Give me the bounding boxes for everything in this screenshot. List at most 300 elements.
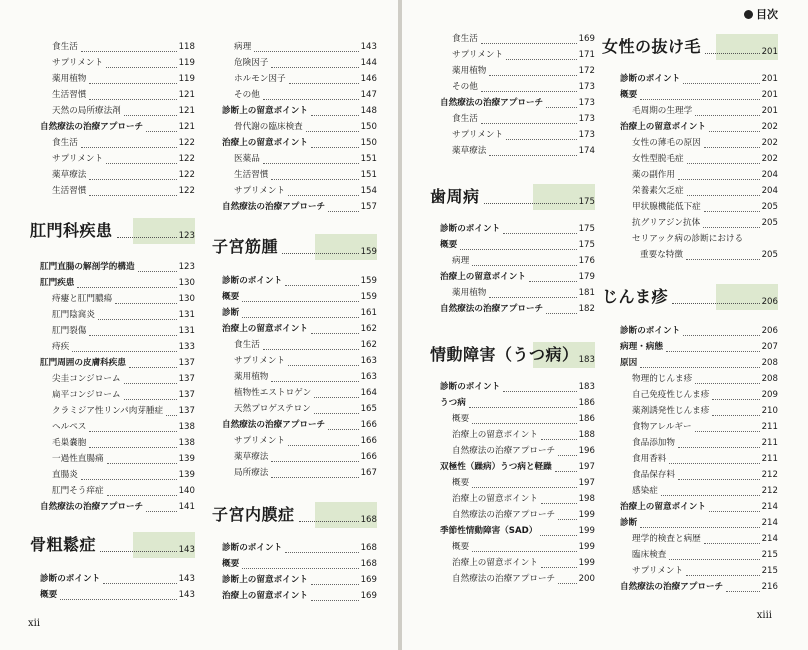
leader-dots bbox=[60, 599, 177, 600]
toc-entry[interactable] bbox=[452, 508, 595, 523]
entry-label: 自然療法の治療アプローチ bbox=[452, 510, 556, 520]
entry-page-number: 207 bbox=[761, 342, 778, 352]
leader-dots bbox=[138, 271, 177, 272]
toc-entry[interactable] bbox=[52, 40, 195, 55]
entry-page-number: 186 bbox=[578, 398, 595, 408]
leader-dots bbox=[472, 423, 577, 424]
entry-page-number: 173 bbox=[578, 130, 595, 140]
toc-entry[interactable] bbox=[40, 500, 195, 515]
toc-entry[interactable] bbox=[52, 436, 195, 451]
toc-entry[interactable] bbox=[52, 88, 195, 103]
toc-entry[interactable] bbox=[632, 564, 778, 579]
toc-entry[interactable] bbox=[234, 354, 377, 369]
toc-entry[interactable] bbox=[222, 290, 377, 305]
toc-entry[interactable] bbox=[40, 120, 195, 135]
toc-entry[interactable] bbox=[222, 306, 377, 321]
leader-dots bbox=[540, 535, 577, 536]
toc-entry[interactable] bbox=[440, 460, 595, 475]
entry-label: 診断 bbox=[620, 518, 638, 528]
toc-entry[interactable] bbox=[452, 428, 595, 443]
toc-entry[interactable] bbox=[632, 136, 778, 151]
toc-entry[interactable] bbox=[452, 64, 595, 79]
toc-entry[interactable] bbox=[452, 254, 595, 269]
toc-entry[interactable] bbox=[222, 418, 377, 433]
entry-page-number: 133 bbox=[178, 342, 195, 352]
toc-entry[interactable] bbox=[640, 248, 778, 263]
entry-label: 食生活 bbox=[234, 340, 260, 350]
entry-page-number: 138 bbox=[178, 422, 195, 432]
toc-entry[interactable] bbox=[620, 88, 778, 103]
leader-dots bbox=[311, 600, 359, 601]
entry-label: 肛門陰窩炎 bbox=[52, 310, 95, 320]
entry-label: 自然療法の治療アプローチ bbox=[440, 304, 544, 314]
leader-dots bbox=[678, 179, 760, 180]
entry-page-number: 166 bbox=[360, 436, 377, 446]
toc-entry[interactable] bbox=[222, 541, 377, 556]
leader-dots bbox=[506, 139, 577, 140]
toc-entry[interactable] bbox=[222, 589, 377, 604]
chapter-heading[interactable] bbox=[30, 532, 195, 558]
entry-label: 天然プロゲステロン bbox=[234, 404, 311, 414]
toc-entry[interactable] bbox=[52, 324, 195, 339]
entry-page-number: 122 bbox=[178, 170, 195, 180]
toc-entry[interactable] bbox=[234, 386, 377, 401]
toc-entry[interactable] bbox=[452, 540, 595, 555]
entry-page-number: 151 bbox=[360, 170, 377, 180]
entry-page-number: 130 bbox=[178, 294, 195, 304]
toc-entry[interactable] bbox=[234, 466, 377, 481]
toc-entry[interactable] bbox=[52, 372, 195, 387]
entry-label: 双極性（躁病）うつ病と軽躁 bbox=[440, 462, 552, 472]
toc-entry[interactable] bbox=[632, 548, 778, 563]
toc-entry[interactable] bbox=[52, 184, 195, 199]
leader-dots bbox=[106, 163, 177, 164]
toc-entry[interactable] bbox=[440, 524, 595, 539]
toc-entry[interactable] bbox=[440, 270, 595, 285]
toc-entry[interactable] bbox=[52, 484, 195, 499]
entry-page-number: 121 bbox=[178, 90, 195, 100]
entry-label: 概要 bbox=[440, 240, 458, 250]
entry-label: 薬草療法 bbox=[452, 146, 487, 156]
leader-dots bbox=[89, 447, 177, 448]
entry-page-number: 131 bbox=[178, 310, 195, 320]
entry-label: 食生活 bbox=[452, 34, 478, 44]
entry-page-number: 214 bbox=[761, 502, 778, 512]
leader-dots bbox=[285, 552, 359, 553]
leader-dots bbox=[703, 227, 760, 228]
toc-entry[interactable] bbox=[452, 32, 595, 47]
leader-dots bbox=[328, 211, 359, 212]
entry-label: 尖圭コンジローム bbox=[52, 374, 121, 384]
entry-page-number: 143 bbox=[178, 574, 195, 584]
entry-page-number: 212 bbox=[761, 486, 778, 496]
chapter-page-number: 175 bbox=[578, 197, 595, 207]
toc-entry[interactable] bbox=[234, 450, 377, 465]
entry-label: 概要 bbox=[620, 90, 638, 100]
chapter-heading[interactable] bbox=[602, 284, 778, 310]
toc-entry[interactable] bbox=[452, 444, 595, 459]
entry-label: サプリメント bbox=[52, 58, 104, 68]
leader-dots bbox=[541, 503, 577, 504]
entry-label: 局所療法 bbox=[234, 468, 269, 478]
chapter-title: 情動障害（うつ病） bbox=[430, 345, 579, 364]
toc-entry[interactable] bbox=[52, 420, 195, 435]
toc-entry[interactable] bbox=[234, 168, 377, 183]
entry-label: 女性の薄毛の原因 bbox=[632, 138, 701, 148]
toc-entry[interactable] bbox=[452, 80, 595, 95]
leader-dots bbox=[640, 367, 760, 368]
toc-entry[interactable] bbox=[234, 56, 377, 71]
leader-dots bbox=[683, 83, 760, 84]
toc-entry[interactable] bbox=[440, 238, 595, 253]
toc-entry[interactable] bbox=[632, 104, 778, 119]
leader-dots bbox=[704, 211, 760, 212]
entry-label: 自己免疫性じんま疹 bbox=[632, 390, 710, 400]
entry-label: 治療上の留意ポイント bbox=[440, 272, 526, 282]
chapter-heading[interactable] bbox=[212, 234, 377, 260]
leader-dots bbox=[311, 333, 359, 334]
leader-dots bbox=[263, 163, 359, 164]
toc-entry[interactable] bbox=[620, 356, 778, 371]
toc-entry[interactable] bbox=[632, 152, 778, 167]
running-head bbox=[744, 6, 778, 22]
folio-left: xii bbox=[28, 618, 41, 629]
leader-dots bbox=[89, 195, 177, 196]
toc-entry[interactable] bbox=[40, 356, 195, 371]
toc-entry[interactable] bbox=[632, 372, 778, 387]
entry-label: 病理 bbox=[234, 42, 252, 52]
leader-dots bbox=[89, 99, 177, 100]
entry-label: 病理 bbox=[452, 256, 470, 266]
entry-page-number: 122 bbox=[178, 138, 195, 148]
entry-page-number: 199 bbox=[578, 510, 595, 520]
running-head-text: 目次 bbox=[756, 8, 778, 21]
toc-entry[interactable] bbox=[234, 402, 377, 417]
entry-label: 肛門そう痒症 bbox=[52, 486, 104, 496]
leader-dots bbox=[472, 487, 577, 488]
entry-label: 自然療法の治療アプローチ bbox=[40, 122, 144, 132]
entry-page-number: 137 bbox=[178, 406, 195, 416]
entry-page-number: 173 bbox=[578, 98, 595, 108]
toc-entry[interactable] bbox=[222, 200, 377, 215]
leader-dots bbox=[117, 237, 177, 238]
entry-label: 重要な特徴 bbox=[640, 250, 683, 260]
entry-page-number: 119 bbox=[178, 58, 195, 68]
entry-page-number: 169 bbox=[360, 591, 377, 601]
entry-label: サプリメント bbox=[234, 356, 286, 366]
leader-dots bbox=[254, 51, 359, 52]
toc-entry[interactable] bbox=[452, 286, 595, 301]
entry-label: セリアック病の診断における bbox=[632, 234, 744, 244]
leader-dots bbox=[661, 495, 760, 496]
leader-dots bbox=[288, 365, 359, 366]
chapter-heading[interactable] bbox=[30, 218, 195, 244]
entry-label: 食生活 bbox=[52, 138, 78, 148]
toc-entry[interactable] bbox=[52, 168, 195, 183]
chapter-title: じんま疹 bbox=[602, 287, 669, 306]
entry-label: 女性型脱毛症 bbox=[632, 154, 684, 164]
toc-entry[interactable] bbox=[40, 588, 195, 603]
leader-dots bbox=[306, 131, 359, 132]
toc-entry[interactable] bbox=[52, 404, 195, 419]
leader-dots bbox=[712, 415, 760, 416]
entry-label: 治療上の留意ポイント bbox=[452, 558, 538, 568]
leader-dots bbox=[683, 335, 760, 336]
toc-entry[interactable] bbox=[40, 572, 195, 587]
chapter-heading[interactable] bbox=[212, 502, 377, 528]
entry-page-number: 144 bbox=[360, 58, 377, 68]
entry-label: 季節性情動障害（SAD） bbox=[440, 526, 538, 536]
toc-entry[interactable] bbox=[52, 104, 195, 119]
leader-dots bbox=[481, 91, 577, 92]
leader-dots bbox=[314, 413, 359, 414]
toc-entry[interactable] bbox=[452, 144, 595, 159]
leader-dots bbox=[709, 131, 760, 132]
toc-entry[interactable] bbox=[52, 56, 195, 71]
entry-page-number: 141 bbox=[178, 502, 195, 512]
toc-entry-continued bbox=[632, 232, 778, 247]
leader-dots bbox=[311, 115, 359, 116]
toc-entry[interactable] bbox=[52, 308, 195, 323]
entry-label: 物理的じんま疹 bbox=[632, 374, 693, 384]
toc-entry[interactable] bbox=[452, 412, 595, 427]
entry-label: 栄養素欠乏症 bbox=[632, 186, 684, 196]
entry-label: 抗グリアジン抗体 bbox=[632, 218, 701, 228]
toc-entry[interactable] bbox=[52, 452, 195, 467]
toc-entry[interactable] bbox=[620, 580, 778, 595]
entry-label: 自然療法の治療アプローチ bbox=[452, 446, 556, 456]
toc-entry[interactable] bbox=[234, 152, 377, 167]
entry-page-number: 121 bbox=[178, 106, 195, 116]
leader-dots bbox=[129, 367, 177, 368]
toc-entry[interactable] bbox=[620, 324, 778, 339]
entry-page-number: 165 bbox=[360, 404, 377, 414]
toc-entry[interactable] bbox=[234, 434, 377, 449]
entry-page-number: 122 bbox=[178, 154, 195, 164]
entry-label: 治療上の留意ポイント bbox=[452, 494, 538, 504]
toc-entry[interactable] bbox=[222, 136, 377, 151]
entry-label: 薬用植物 bbox=[452, 66, 487, 76]
toc-entry[interactable] bbox=[222, 557, 377, 572]
entry-label: 診断上の留意ポイント bbox=[222, 575, 308, 585]
leader-dots bbox=[695, 115, 760, 116]
toc-entry[interactable] bbox=[40, 260, 195, 275]
entry-label: 医薬品 bbox=[234, 154, 260, 164]
leader-dots bbox=[529, 281, 577, 282]
leader-dots bbox=[472, 265, 577, 266]
chapter-title: 歯周病 bbox=[430, 187, 480, 206]
toc-entry[interactable] bbox=[52, 136, 195, 151]
toc-entry[interactable] bbox=[632, 468, 778, 483]
toc-entry[interactable] bbox=[52, 468, 195, 483]
toc-entry[interactable] bbox=[632, 168, 778, 183]
toc-entry[interactable] bbox=[620, 516, 778, 531]
toc-entry[interactable] bbox=[234, 72, 377, 87]
entry-label: サプリメント bbox=[452, 130, 504, 140]
leader-dots bbox=[146, 511, 177, 512]
entry-page-number: 210 bbox=[761, 406, 778, 416]
toc-entry[interactable] bbox=[52, 292, 195, 307]
entry-label: 薬用植物 bbox=[452, 288, 487, 298]
toc-entry[interactable] bbox=[632, 404, 778, 419]
leader-dots bbox=[81, 479, 177, 480]
entry-page-number: 163 bbox=[360, 356, 377, 366]
entry-page-number: 168 bbox=[360, 559, 377, 569]
toc-entry[interactable] bbox=[632, 452, 778, 467]
toc-entry[interactable] bbox=[452, 572, 595, 587]
toc-entry[interactable] bbox=[632, 216, 778, 231]
toc-entry[interactable] bbox=[632, 484, 778, 499]
entry-page-number: 161 bbox=[360, 308, 377, 318]
leader-dots bbox=[558, 519, 577, 520]
leader-dots bbox=[89, 179, 177, 180]
leader-dots bbox=[271, 381, 359, 382]
toc-entry[interactable] bbox=[234, 370, 377, 385]
entry-label: 概要 bbox=[452, 542, 470, 552]
toc-entry[interactable] bbox=[222, 104, 377, 119]
entry-page-number: 199 bbox=[578, 542, 595, 552]
toc-entry[interactable] bbox=[632, 532, 778, 547]
entry-label: サプリメント bbox=[632, 566, 684, 576]
entry-page-number: 137 bbox=[178, 374, 195, 384]
toc-entry[interactable] bbox=[632, 420, 778, 435]
chapter-title: 骨粗鬆症 bbox=[30, 535, 97, 554]
entry-page-number: 118 bbox=[178, 42, 195, 52]
toc-entry[interactable] bbox=[620, 500, 778, 515]
chapter-heading[interactable] bbox=[602, 34, 778, 60]
toc-entry[interactable] bbox=[452, 48, 595, 63]
toc-entry[interactable] bbox=[452, 128, 595, 143]
entry-page-number: 164 bbox=[360, 388, 377, 398]
entry-label: 診断のポイント bbox=[222, 276, 283, 286]
toc-entry[interactable] bbox=[452, 492, 595, 507]
leader-dots bbox=[328, 429, 359, 430]
leader-dots bbox=[640, 99, 760, 100]
entry-label: サプリメント bbox=[234, 436, 286, 446]
leader-dots bbox=[506, 59, 577, 60]
toc-entry[interactable] bbox=[440, 302, 595, 317]
toc-entry[interactable] bbox=[234, 88, 377, 103]
toc-entry[interactable] bbox=[52, 72, 195, 87]
leader-dots bbox=[107, 495, 177, 496]
toc-entry[interactable] bbox=[452, 476, 595, 491]
leader-dots bbox=[555, 471, 577, 472]
entry-page-number: 205 bbox=[761, 218, 778, 228]
entry-page-number: 166 bbox=[360, 452, 377, 462]
leader-dots bbox=[695, 431, 760, 432]
entry-label: 病理・病態 bbox=[620, 342, 663, 352]
leader-dots bbox=[484, 203, 577, 204]
entry-page-number: 139 bbox=[178, 470, 195, 480]
entry-label: 治療上の留意ポイント bbox=[620, 502, 706, 512]
entry-page-number: 186 bbox=[578, 414, 595, 424]
toc-entry[interactable] bbox=[52, 152, 195, 167]
entry-label: 診断のポイント bbox=[40, 574, 101, 584]
entry-label: 自然療法の治療アプローチ bbox=[40, 502, 144, 512]
entry-page-number: 215 bbox=[761, 566, 778, 576]
entry-label: 危険因子 bbox=[234, 58, 269, 68]
entry-page-number: 201 bbox=[761, 74, 778, 84]
entry-label: 自然療法の治療アプローチ bbox=[222, 420, 326, 430]
entry-label: その他 bbox=[452, 82, 478, 92]
toc-entry[interactable] bbox=[222, 322, 377, 337]
toc-entry[interactable] bbox=[632, 436, 778, 451]
toc-entry[interactable] bbox=[52, 340, 195, 355]
leader-dots bbox=[686, 259, 760, 260]
toc-entry[interactable] bbox=[452, 112, 595, 127]
entry-label: 痔疾 bbox=[52, 342, 70, 352]
entry-page-number: 202 bbox=[761, 138, 778, 148]
toc-entry[interactable] bbox=[234, 184, 377, 199]
leader-dots bbox=[726, 591, 760, 592]
leader-dots bbox=[89, 83, 177, 84]
toc-entry[interactable] bbox=[620, 340, 778, 355]
entry-label: 治療上の留意ポイント bbox=[452, 430, 538, 440]
toc-entry[interactable] bbox=[440, 96, 595, 111]
toc-entry[interactable] bbox=[222, 573, 377, 588]
leader-dots bbox=[146, 131, 177, 132]
leader-dots bbox=[314, 397, 359, 398]
toc-entry[interactable] bbox=[632, 200, 778, 215]
leader-dots bbox=[98, 319, 177, 320]
toc-entry[interactable] bbox=[222, 274, 377, 289]
toc-entry[interactable] bbox=[40, 276, 195, 291]
entry-page-number: 183 bbox=[578, 382, 595, 392]
chapter-heading[interactable] bbox=[430, 342, 595, 368]
entry-page-number: 159 bbox=[360, 276, 377, 286]
entry-page-number: 119 bbox=[178, 74, 195, 84]
entry-label: 理学的検査と病歴 bbox=[632, 534, 701, 544]
toc-entry[interactable] bbox=[440, 380, 595, 395]
entry-label: 概要 bbox=[222, 559, 240, 569]
entry-label: 骨代謝の臨床検査 bbox=[234, 122, 303, 132]
toc-entry[interactable] bbox=[52, 388, 195, 403]
toc-entry[interactable] bbox=[620, 120, 778, 135]
leader-dots bbox=[288, 195, 359, 196]
entry-label: サプリメント bbox=[452, 50, 504, 60]
leader-dots bbox=[709, 511, 760, 512]
leader-dots bbox=[311, 147, 359, 148]
leader-dots bbox=[546, 313, 577, 314]
leader-dots bbox=[687, 195, 760, 196]
leader-dots bbox=[503, 233, 577, 234]
entry-page-number: 199 bbox=[578, 526, 595, 536]
toc-entry[interactable] bbox=[234, 338, 377, 353]
entry-label: 診断上の留意ポイント bbox=[222, 106, 308, 116]
toc-entry[interactable] bbox=[632, 388, 778, 403]
toc-entry[interactable] bbox=[452, 556, 595, 571]
leader-dots bbox=[672, 303, 760, 304]
leader-dots bbox=[285, 285, 359, 286]
entry-label: 食品添加物 bbox=[632, 438, 675, 448]
toc-entry[interactable] bbox=[632, 184, 778, 199]
leader-dots bbox=[263, 99, 359, 100]
toc-entry[interactable] bbox=[620, 72, 778, 87]
leader-dots bbox=[289, 83, 359, 84]
toc-entry[interactable] bbox=[234, 40, 377, 55]
toc-entry[interactable] bbox=[440, 396, 595, 411]
toc-entry[interactable] bbox=[234, 120, 377, 135]
entry-label: 毛巣嚢胞 bbox=[52, 438, 87, 448]
entry-label: 概要 bbox=[222, 292, 240, 302]
entry-label: 自然療法の治療アプローチ bbox=[222, 202, 326, 212]
entry-page-number: 146 bbox=[360, 74, 377, 84]
chapter-heading[interactable] bbox=[430, 184, 595, 210]
entry-page-number: 172 bbox=[578, 66, 595, 76]
leader-dots bbox=[704, 147, 760, 148]
toc-entry[interactable] bbox=[440, 222, 595, 237]
leader-dots bbox=[503, 391, 577, 392]
